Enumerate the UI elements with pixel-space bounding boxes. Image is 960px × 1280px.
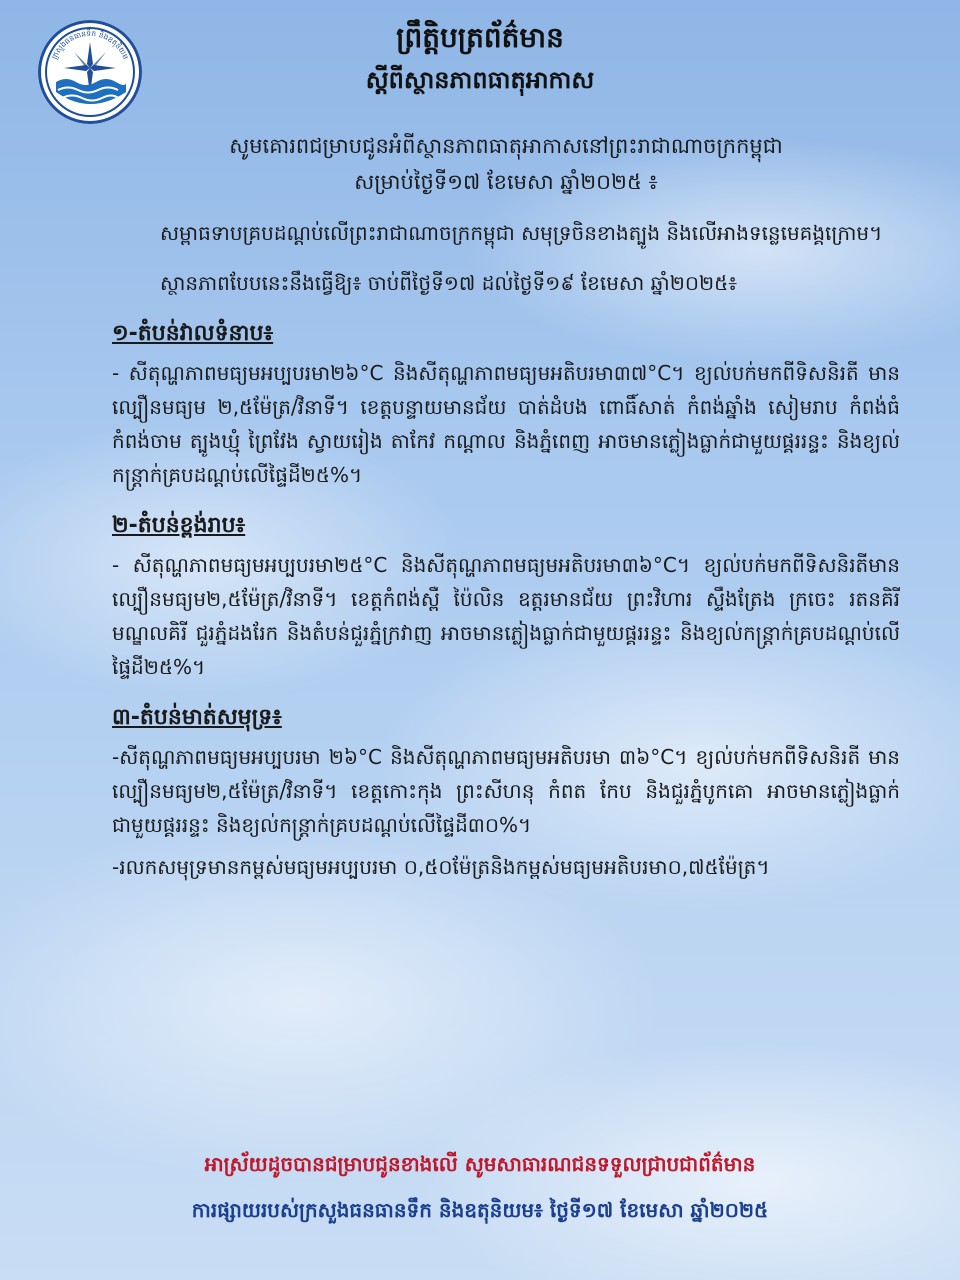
ministry-logo [38,20,142,124]
pressure-paragraph: សម្ពាធទាបគ្របដណ្តប់លើព្រះរាជាណាចក្រកម្ពុជា សមុទ្រចិនខាងត្បូង និងលើអាងទន្លេមេគង្គក្រោម។ [160,221,883,245]
intro-line-1: សូមគោរពជម្រាបជូនអំពីស្ថានភាពធាតុអាកាសនៅព្រះរាជាណាចក្រកម្ពុជា [229,134,783,158]
bulletin-title: ព្រឹត្តិបត្រព័ត៌មាន [396,21,564,54]
ministry-seal-icon [38,20,142,124]
section-body-coastal: -សីតុណ្ហភាពមធ្យមអប្បបរមា ២៦°C និងសីតុណ្ហភាពមធ្យមអតិបរមា ៣៦°C។ ខ្យល់បក់មកពីទិសនិរតី មានល្បឿនមធ្យម២,៥ម៉ែត្រ/វិនាទី។ ខេត្តកោះកុង ព្រះសីហនុ កំពត កែប និងជួរភ្នំបូកគោ អាចមានភ្លៀងធ្លាក់ជាមួយផ្គររន្ទះ និងខ្យល់កន្ត្រាក់គ្របដណ្តប់លើផ្ទៃដី៣០%។ [112,745,900,837]
intro-line-2: សម្រាប់ថ្ងៃទី១៧ ខែមេសា ឆ្នាំ២០២៥ ៖ [354,170,658,194]
forecast-period-paragraph: ស្ថានភាពបែបនេះនឹងធ្វើឱ្យ៖ ចាប់ពីថ្ងៃទី១៧ ដល់ថ្ងៃទី១៩ ខែមេសា ឆ្នាំ២០២៥៖ [160,271,738,295]
footer-notice: អាស្រ័យដូចបានជម្រាបជូនខាងលើ សូមសាធារណជនទទួលជ្រាបជាព័ត៌មាន [204,1152,756,1176]
wave-height-note: -រលកសមុទ្រមានកម្ពស់មធ្យមអប្បបរមា ០,៥០ម៉ែត្រនិងកម្ពស់មធ្យមអតិបរមា០,៧៥ម៉ែត្រ។ [112,855,770,879]
bulletin-footer [60,1146,900,1228]
bulletin-header [160,18,800,98]
section-body-plateau: - សីតុណ្ហភាពមធ្យមអប្បបរមា២៥°C និងសីតុណ្ហភាពមធ្យមអតិបរមា៣៦°C។ ខ្យល់បក់មកពីទិសនិរតីមានល្បឿនមធ្យម២,៥ម៉ែត្រ/វិនាទី។ ខេត្តកំពង់ស្ពឺ ប៉ៃលិន ឧត្តរមានជ័យ ព្រះវិហារ ស្ទឹងត្រែង ក្រចេះ រតនគិរី មណ្ឌលគិរី ជួរភ្នំដងរែក និងតំបន់ជួរភ្នំក្រវាញ អាចមានភ្លៀងធ្លាក់ជាមួយផ្គររន្ទះ និងខ្យល់កន្ត្រាក់គ្របដណ្តប់លើផ្ទៃដី២៥%។ [112,553,900,679]
footer-publisher: ការផ្សាយរបស់ក្រសួងធនធានទឹក និងឧតុនិយម៖ ថ្ងៃទី១៧ ខែមេសា ឆ្នាំ២០២៥ [191,1198,769,1222]
section-body-lowland: - សីតុណ្ហភាពមធ្យមអប្បបរមា២៦°C និងសីតុណ្ហភាពមធ្យមអតិបរមា៣៧°C។ ខ្យល់បក់មកពីទិសនិរតី មានល្បឿនមធ្យម ២,៥ម៉ែត្រ/វិនាទី។ ខេត្តបន្ទាយមានជ័យ បាត់ដំបង ពោធិ៍សាត់ កំពង់ឆ្នាំង សៀមរាប កំពង់ធំ កំពង់ចាម ត្បូងឃ្មុំ ព្រៃវែង ស្វាយរៀង តាកែវ កណ្តាល និងភ្នំពេញ អាចមានភ្លៀងធ្លាក់ជាមួយផ្គររន្ទះ និងខ្យល់កន្ត្រាក់គ្របដណ្តប់លើផ្ទៃដី២៥%។ [112,361,900,487]
bulletin-subtitle: ស្តីពីស្ថានភាពធាតុអាកាស [365,66,595,94]
section-heading-plateau: ២-តំបន់ខ្ពង់រាប៖ [112,513,246,538]
logo-text: ក្រសួងធនធានទឹក និងឧតុនិយម [49,28,131,61]
section-heading-coastal: ៣-តំបន់មាត់សមុទ្រ៖ [112,705,282,730]
section-heading-lowland: ១-តំបន់វាលទំនាប៖ [112,321,274,346]
bulletin-content [112,128,900,884]
